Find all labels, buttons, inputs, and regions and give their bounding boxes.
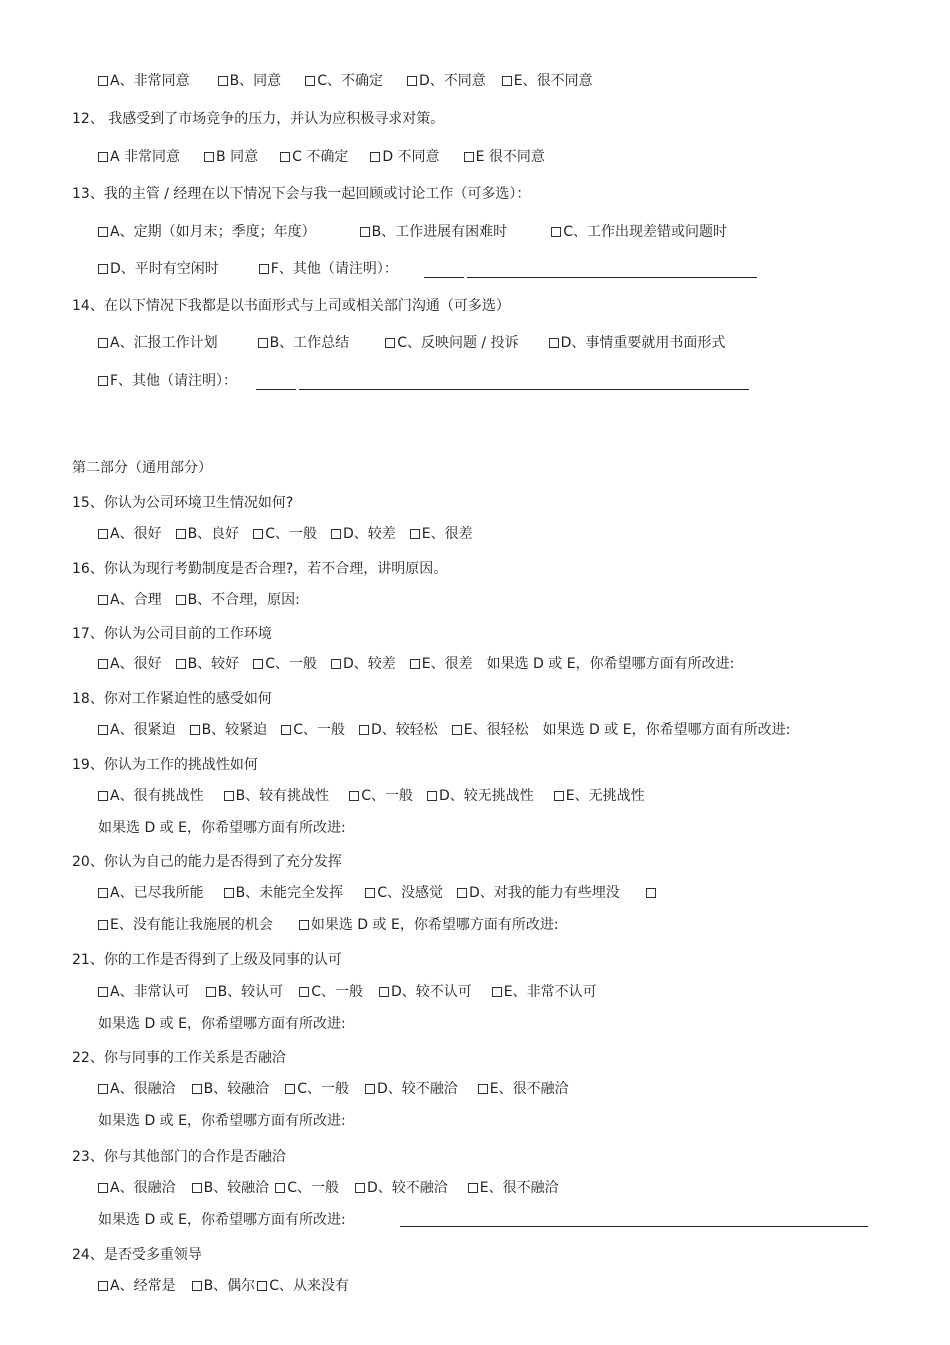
checkbox-icon[interactable] [98,888,108,898]
checkbox-option[interactable] [385,334,518,352]
question-text [98,1211,346,1229]
checkbox-icon[interactable] [360,227,370,237]
question-text [72,185,530,203]
option-label: 如果选 D 或 E，你希望哪方面有所改进: [98,1016,346,1032]
checkbox-option[interactable] [464,148,545,166]
option-label: B、偶尔 [203,1278,256,1294]
checkbox-option[interactable] [331,655,396,673]
checkbox-icon[interactable] [492,987,502,997]
checkbox-option[interactable] [224,787,330,805]
text-line [98,721,790,739]
checkbox-icon[interactable] [98,595,108,605]
option-label: B、较认可 [217,984,284,1000]
checkbox-option[interactable] [192,1179,270,1197]
checkbox-option[interactable] [98,525,162,543]
checkbox-option[interactable] [331,525,396,543]
option-label: B、不合理，原因: [187,592,300,608]
checkbox-option[interactable] [258,334,350,352]
checkbox-icon[interactable] [370,152,380,162]
checkbox-icon[interactable] [192,1084,202,1094]
option-label: C、工作出现差错或问题时 [563,224,727,240]
option-label: A、很有挑战性 [110,788,204,804]
checkbox-icon[interactable] [98,227,108,237]
option-label: 第二部分（通用部分） [72,460,212,476]
option-label: E、没有能让我施展的机会 [110,917,273,933]
checkbox-option[interactable] [98,591,162,609]
text-line [72,494,293,512]
checkbox-option[interactable] [253,525,317,543]
option-label: A 非常同意 [110,149,181,165]
option-label: 如果选 D 或 E，你希望哪方面有所改进: [98,820,346,836]
fill-in-blank[interactable] [424,277,464,278]
option-label: B、较紧迫 [201,722,268,738]
option-label: D、事情重要就用书面形式 [560,335,726,351]
text-line [72,560,447,578]
question-text [543,721,791,739]
question-text [72,853,342,871]
checkbox-option[interactable] [98,1080,176,1098]
text-line [72,1049,286,1067]
checkbox-icon[interactable] [285,1084,295,1094]
checkbox-option[interactable] [224,884,344,902]
checkbox-option[interactable] [457,884,620,902]
text-line [98,1112,346,1130]
option-label: A、已尽我所能 [110,885,204,901]
option-label: C、一般 [361,788,413,804]
text-line [98,591,300,609]
checkbox-option[interactable] [427,787,534,805]
option-label: 23、你与其他部门的合作是否融洽 [72,1149,286,1165]
text-line [72,756,258,774]
checkbox-icon[interactable] [258,338,268,348]
checkbox-option[interactable] [192,1080,270,1098]
text-line [98,1211,346,1229]
checkbox-icon[interactable] [410,659,420,669]
text-line [98,72,593,90]
option-label: 21、你的工作是否得到了上级及同事的认可 [72,952,342,968]
checkbox-option[interactable] [355,1179,448,1197]
checkbox-icon[interactable] [281,725,291,735]
option-label: 如果选 D 或 E，你希望哪方面有所改进: [542,722,791,738]
option-label: C、一般 [287,1180,339,1196]
option-label: D 不同意 [382,149,440,165]
checkbox-option[interactable] [299,916,559,934]
checkbox-icon[interactable] [379,987,389,997]
checkbox-icon[interactable] [407,76,417,86]
text-line [72,951,342,969]
text-line [98,223,727,241]
checkbox-option[interactable] [176,591,300,609]
checkbox-icon[interactable] [365,888,375,898]
option-label: B、工作进展有困难时 [371,224,508,240]
option-label: D、较轻松 [370,722,438,738]
option-label: 14、在以下情况下我都是以书面形式与上司或相关部门沟通（可多选） [72,298,510,314]
checkbox-option[interactable] [98,1179,176,1197]
checkbox-icon[interactable] [554,791,564,801]
option-label: B 同意 [216,149,259,165]
option-label: E 很不同意 [475,149,545,165]
checkbox-icon[interactable] [331,529,341,539]
option-label: C、一般 [265,656,317,672]
option-label: D、较不融洽 [376,1081,458,1097]
option-label: A、很好 [110,526,162,542]
fill-in-blank[interactable] [299,389,749,390]
option-label: D、较不认可 [390,984,472,1000]
checkbox-icon[interactable] [257,1281,267,1291]
option-label: A、很紧迫 [110,722,176,738]
option-label: 如果选 D 或 E，你希望哪方面有所改进: [98,1113,346,1129]
checkbox-icon[interactable] [192,1281,202,1291]
text-line [72,185,530,203]
option-label: D、较不融洽 [366,1180,448,1196]
text-line [98,787,645,805]
checkbox-icon[interactable] [176,659,186,669]
option-label: C、反映问题 / 投诉 [397,335,519,351]
question-text [72,625,272,643]
option-label: B、良好 [187,526,240,542]
option-label: A、定期（如月末；季度；年度） [110,224,316,240]
checkbox-option[interactable] [407,72,486,90]
checkbox-option[interactable] [359,721,438,739]
checkbox-option[interactable] [98,223,316,241]
checkbox-icon[interactable] [349,791,359,801]
fill-in-blank[interactable] [256,389,296,390]
checkbox-option[interactable] [410,655,473,673]
option-label: 17、你认为公司目前的工作环境 [72,626,272,642]
text-line [98,372,237,390]
checkbox-option[interactable] [285,1080,349,1098]
text-line [98,819,346,837]
checkbox-option[interactable] [190,721,268,739]
question-text [72,756,258,774]
checkbox-option[interactable] [646,884,658,902]
text-line [72,853,342,871]
option-label: 24、是否受多重领导 [72,1247,202,1263]
checkbox-option[interactable] [551,223,727,241]
checkbox-icon[interactable] [224,791,234,801]
question-text [72,110,444,128]
option-label: B、同意 [229,73,282,89]
checkbox-option[interactable] [478,1080,569,1098]
text-line [72,690,272,708]
text-line [98,148,545,166]
checkbox-option[interactable] [98,787,204,805]
option-label: 如果选 D 或 E，你希望哪方面有所改进: [486,656,735,672]
option-label: E、无挑战性 [565,788,645,804]
option-label: E、很不融洽 [489,1081,569,1097]
question-text [98,819,346,837]
checkbox-option[interactable] [452,721,529,739]
option-label: A、很融洽 [110,1180,176,1196]
checkbox-icon[interactable] [98,529,108,539]
question-text [72,690,272,708]
option-label: E、非常不认可 [503,984,597,1000]
fill-in-blank[interactable] [400,1226,868,1227]
text-line [72,1148,286,1166]
option-label: D、对我的能力有些埋没 [468,885,620,901]
option-label: 18、你对工作紧迫性的感受如何 [72,691,272,707]
option-label: E、很差 [421,656,473,672]
checkbox-icon[interactable] [192,1183,202,1193]
checkbox-option[interactable] [98,334,218,352]
text-line [98,525,473,543]
option-label: A、很好 [110,656,162,672]
text-line [98,1080,569,1098]
option-label: A、非常认可 [110,984,190,1000]
checkbox-icon[interactable] [410,529,420,539]
checkbox-option[interactable] [98,148,180,166]
checkbox-option[interactable] [98,721,176,739]
checkbox-icon[interactable] [427,791,437,801]
checkbox-icon[interactable] [331,659,341,669]
checkbox-icon[interactable] [176,529,186,539]
option-label: B、工作总结 [269,335,350,351]
checkbox-icon[interactable] [218,76,228,86]
option-label: B、较融洽 [203,1180,270,1196]
checkbox-option[interactable] [253,655,317,673]
text-line [98,260,398,278]
checkbox-option[interactable] [502,72,593,90]
option-label: A、非常同意 [110,73,190,89]
checkbox-icon[interactable] [478,1084,488,1094]
checkbox-icon[interactable] [98,1281,108,1291]
question-text [98,1015,346,1033]
text-line [72,297,510,315]
option-label: B、较好 [187,656,240,672]
question-text [487,655,735,673]
checkbox-option[interactable] [281,721,345,739]
checkbox-icon[interactable] [468,1183,478,1193]
option-label: C、一般 [311,984,363,1000]
option-label: D、平时有空闲时 [110,261,219,277]
checkbox-option[interactable] [259,260,398,278]
option-label: 如果选 D 或 E，你希望哪方面有所改进: [98,1212,346,1228]
option-label: 如果选 D 或 E，你希望哪方面有所改进: [310,917,559,933]
text-line [98,884,658,902]
question-text [72,297,510,315]
checkbox-icon[interactable] [176,595,186,605]
checkbox-icon[interactable] [452,725,462,735]
checkbox-icon[interactable] [98,264,108,274]
checkbox-icon[interactable] [275,1183,285,1193]
text-line [98,983,597,1001]
checkbox-option[interactable] [204,148,258,166]
text-line [72,459,212,477]
checkbox-icon[interactable] [365,1084,375,1094]
text-line [72,1246,202,1264]
option-label: E、很轻松 [463,722,529,738]
checkbox-option[interactable] [349,787,413,805]
option-label: E、很不融洽 [479,1180,559,1196]
checkbox-icon[interactable] [253,529,263,539]
option-label: 22、你与同事的工作关系是否融洽 [72,1050,286,1066]
option-label: 12、 我感受到了市场竞争的压力，并认为应积极寻求对策。 [72,111,445,127]
option-label: F、其他（请注明）： [110,373,238,389]
option-label: D、较无挑战性 [438,788,534,804]
checkbox-option[interactable] [299,983,363,1001]
checkbox-icon[interactable] [457,888,467,898]
text-line [98,916,559,934]
option-label: A、合理 [110,592,162,608]
question-text [72,951,342,969]
question-text [72,1049,286,1067]
option-label: 19、你认为工作的挑战性如何 [72,757,258,773]
text-line [72,110,444,128]
checkbox-option[interactable] [280,148,348,166]
option-label: C、一般 [293,722,345,738]
question-text [72,459,212,477]
option-label: C、一般 [265,526,317,542]
text-line [98,1015,346,1033]
checkbox-option[interactable] [98,260,219,278]
text-line [72,625,272,643]
checkbox-icon[interactable] [190,725,200,735]
option-label: D、较差 [342,656,396,672]
checkbox-option[interactable] [275,1179,339,1197]
option-label: D、较差 [342,526,396,542]
checkbox-option[interactable] [206,983,284,1001]
checkbox-option[interactable] [98,983,190,1001]
checkbox-icon[interactable] [359,725,369,735]
option-label: A、汇报工作计划 [110,335,218,351]
checkbox-option[interactable] [379,983,472,1001]
checkbox-option[interactable] [98,1277,176,1295]
checkbox-icon[interactable] [98,1183,108,1193]
checkbox-icon[interactable] [224,888,234,898]
checkbox-option[interactable] [468,1179,559,1197]
text-line [98,1179,559,1197]
option-label: D、不同意 [418,73,486,89]
checkbox-icon[interactable] [98,659,108,669]
checkbox-icon[interactable] [385,338,395,348]
checkbox-icon[interactable] [98,76,108,86]
checkbox-icon[interactable] [646,888,656,898]
question-text [98,1112,346,1130]
checkbox-option[interactable] [98,372,237,390]
option-label: 13、我的主管 / 经理在以下情况下会与我一起回顾或讨论工作（可多选）： [72,186,531,202]
checkbox-option[interactable] [98,655,162,673]
checkbox-icon[interactable] [98,1084,108,1094]
option-label: 20、你认为自己的能力是否得到了充分发挥 [72,854,342,870]
checkbox-icon[interactable] [549,338,559,348]
checkbox-option[interactable] [98,916,273,934]
checkbox-option[interactable] [176,655,240,673]
checkbox-option[interactable] [98,72,190,90]
checkbox-option[interactable] [98,884,204,902]
option-label: B、较有挑战性 [235,788,330,804]
text-line [98,1277,349,1295]
option-label: C、没感觉 [377,885,443,901]
question-text [72,560,447,578]
option-label: C、一般 [297,1081,349,1097]
option-label: F、其他（请注明）： [270,261,398,277]
question-text [72,1148,286,1166]
checkbox-icon[interactable] [299,920,309,930]
option-label: B、较融洽 [203,1081,270,1097]
option-label: A、很融洽 [110,1081,176,1097]
option-label: C、从来没有 [269,1278,349,1294]
checkbox-icon[interactable] [253,659,263,669]
option-label: A、经常是 [110,1278,176,1294]
checkbox-option[interactable] [554,787,645,805]
option-label: 15、你认为公司环境卫生情况如何? [72,495,294,511]
checkbox-option[interactable] [218,72,282,90]
checkbox-icon[interactable] [98,987,108,997]
checkbox-icon[interactable] [98,338,108,348]
checkbox-option[interactable] [305,72,383,90]
checkbox-icon[interactable] [259,264,269,274]
checkbox-icon[interactable] [98,152,108,162]
option-label: 16、你认为现行考勤制度是否合理?，若不合理，讲明原因。 [72,561,448,577]
checkbox-option[interactable] [549,334,726,352]
checkbox-option[interactable] [192,1277,256,1295]
checkbox-icon[interactable] [502,76,512,86]
checkbox-option[interactable] [492,983,597,1001]
checkbox-icon[interactable] [299,987,309,997]
checkbox-icon[interactable] [305,76,315,86]
checkbox-icon[interactable] [98,376,108,386]
text-line [98,334,725,352]
checkbox-option[interactable] [370,148,439,166]
option-label: E、很不同意 [513,73,593,89]
checkbox-option[interactable] [176,525,240,543]
option-label: E、很差 [421,526,473,542]
checkbox-icon[interactable] [98,791,108,801]
checkbox-icon[interactable] [206,987,216,997]
checkbox-option[interactable] [410,525,473,543]
checkbox-option[interactable] [360,223,508,241]
question-text [72,1246,202,1264]
option-label: B、未能完全发挥 [235,885,344,901]
checkbox-icon[interactable] [280,152,290,162]
checkbox-option[interactable] [365,884,443,902]
checkbox-icon[interactable] [464,152,474,162]
checkbox-option[interactable] [365,1080,458,1098]
checkbox-icon[interactable] [551,227,561,237]
checkbox-icon[interactable] [204,152,214,162]
question-text [72,494,293,512]
text-line [98,655,734,673]
checkbox-icon[interactable] [98,920,108,930]
checkbox-icon[interactable] [98,725,108,735]
option-label: C 不确定 [292,149,349,165]
option-label: C、不确定 [317,73,383,89]
checkbox-icon[interactable] [355,1183,365,1193]
fill-in-blank[interactable] [467,277,757,278]
checkbox-option[interactable] [257,1277,349,1295]
